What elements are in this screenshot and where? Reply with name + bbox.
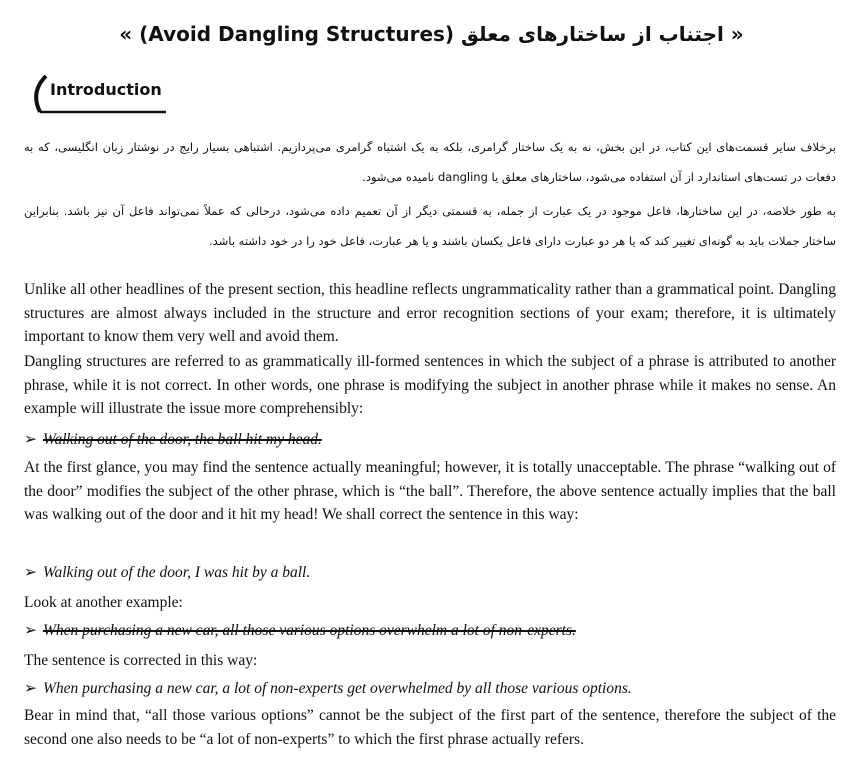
example-2-correct-text: When purchasing a new car, a lot of non-experts get overwhelmed by all those various options. xyxy=(43,680,632,697)
english-paragraph-5: The sentence is corrected in this way: xyxy=(24,652,258,669)
bullet-arrow-icon: ➢ xyxy=(24,564,37,581)
example-1-incorrect-text: Walking out of the door, the ball hit my head. xyxy=(43,431,322,448)
section-heading-box xyxy=(28,72,168,116)
example-1-correct xyxy=(24,561,836,584)
example-2-incorrect-text: When purchasing a new car, all those various options overwhelm a lot of non-experts. xyxy=(43,622,576,639)
example-1-incorrect xyxy=(24,428,836,451)
english-paragraph-2: Dangling structures are referred to as grammatically ill-formed sentences in which the subject of a phrase is attributed to another phrase, while it is not correct. In other words, one phrase is modifying the subject in another phrase while it makes no sense. An example will illustrate the issue more comprehensibly: xyxy=(24,353,836,417)
persian-paragraph-1: برخلاف سایر قسمت‌های این کتاب، در این بخش، نه به یک ساختار گرامری، بلکه به یک اشتباه گرامری می‌پردازیم. اشتباهی بسیار رایج در نوشتار زبان انگلیسی، که به دفعات در تست‌های استاندارد از آن استفاده می‌شود، ساختارهای معلق یا dangling نامیده می‌شود. xyxy=(24,140,836,184)
section-heading: Introduction xyxy=(50,80,162,99)
example-2-incorrect xyxy=(24,619,836,642)
english-paragraph-3: At the first glance, you may find the sentence actually meaningful; however, it is totally unacceptable. The phrase “walking out of the door” modifies the subject of the other phrase, which is “the ball”. Therefore, the above sentence actually implies that the ball was walking out of the door and it hit my head! We shall correct the sentence in this way: xyxy=(24,459,836,523)
english-paragraph-6: Bear in mind that, “all those various options” cannot be the subject of the first part of the sentence, therefore the subject of the second one also needs to be “a lot of non-experts” to which the first phrase actually refers. xyxy=(24,707,836,748)
english-paragraph-4: Look at another example: xyxy=(24,594,183,611)
example-2-correct xyxy=(24,677,836,700)
english-paragraph-1: Unlike all other headlines of the present section, this headline reflects ungrammaticality rather than a grammatical point. Dangling structures are almost always included in the structure and error recognition sections of your exam; therefore, it is ultimately important to know them very well and avoid them. xyxy=(24,281,836,345)
bullet-arrow-icon: ➢ xyxy=(24,680,37,697)
example-1-correct-text: Walking out of the door, I was hit by a ball. xyxy=(43,564,311,581)
persian-paragraph-2: به طور خلاصه، در این ساختارها، فاعل موجود در یک عبارت از جمله، به قسمتی دیگر از آن تعمیم داده می‌شود، درحالی که عملاً نمی‌تواند فاعل آن نیز باشد. بنابراین ساختار جملات باید به گونه‌ای تغییر کند که یا هر دو عبارت دارای فاعل یکسان باشند و یا هر عبارت، فاعل خود را در خود داشته باشد. xyxy=(24,204,836,248)
page-title: « اجتناب از ساختارهای معلق (Avoid Dangling Structures) » xyxy=(119,22,744,46)
bullet-arrow-icon: ➢ xyxy=(24,622,37,639)
bullet-arrow-icon: ➢ xyxy=(24,431,37,448)
